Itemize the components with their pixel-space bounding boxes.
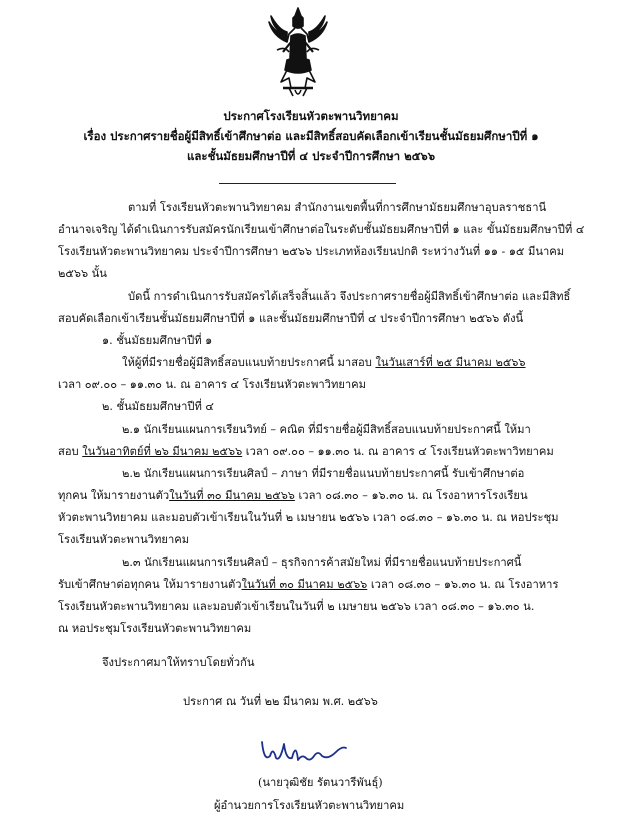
item2-3-line: รับเข้าศึกษาต่อทุกคน ให้มารายงานตัวในวันที่ ๓๐ มีนาคม ๒๕๖๖ เวลา ๐๘.๓๐ – ๑๖.๓๐ น. ณ โรงอาหาร <box>58 578 559 591</box>
para2-line: บัดนี้ การดำเนินการรับสมัครได้เสร็จสิ้นแล้ว จึงประกาศรายชื่อผู้มีสิทธิ์เข้าศึกษาต่อ และมีสิทธิ์ <box>128 290 571 303</box>
exam-date-underlined: ในวันอาทิตย์ที่ ๒๖ มีนาคม ๒๕๖๖ <box>82 445 243 458</box>
announcement-date: ประกาศ ณ วันที่ ๒๒ มีนาคม พ.ศ. ๒๕๖๖ <box>183 695 378 708</box>
item2-3-line: ณ หอประชุมโรงเรียนหัวตะพานวิทยาคม <box>58 622 252 635</box>
item2-1-line: สอบ ในวันอาทิตย์ที่ ๒๖ มีนาคม ๒๕๖๖ เวลา ๐๙.๐๐ – ๑๑.๓๐ น. ณ อาคาร ๔ โรงเรียนหัวตะพาวิทยาคม <box>58 445 554 458</box>
item1-line: ให้ผู้ที่มีรายชื่อผู้มีสิทธิ์สอบแนบท้ายประกาศนี้ มาสอบ ในวันเสาร์ที่ ๒๕ มีนาคม ๒๕๖๖ <box>122 356 526 369</box>
para1-line: ๒๕๖๖ นั้น <box>58 267 107 280</box>
handwritten-signature <box>258 736 348 764</box>
para1-line: ตามที่ โรงเรียนหัวตะพานวิทยาคม สำนักงานเขตพื้นที่การศึกษามัธยมศึกษาอุบลราชธานี <box>128 201 547 214</box>
report-date-underlined: ในวันที่ ๓๐ มีนาคม ๒๕๖๖ <box>241 578 368 591</box>
subject-line: เรื่อง ประกาศรายชื่อผู้มีสิทธิ์เข้าศึกษาต่อ และมีสิทธิ์สอบคัดเลือกเข้าเรียนชั้นมัธยมศึกษาปีที่ ๑ <box>83 129 539 143</box>
item2-3-line: ๒.๓ นักเรียนแผนการเรียนศิลป์ – ธุรกิจการค้าสมัยใหม่ ที่มีรายชื่อแนบท้ายประกาศนี้ <box>122 556 522 569</box>
signer-name: (นายวุฒิชัย รัตนวารีพันธุ์) <box>258 776 383 789</box>
garuda-emblem <box>265 6 331 98</box>
item2-3-line: โรงเรียนหัวตะพานวิทยาคม และมอบตัวเข้าเรียนในวันที่ ๒ เมษายน ๒๕๖๖ เวลา ๐๘.๓๐ – ๑๖.๓๐ น. <box>58 600 535 613</box>
item2-1-line: ๒.๑ นักเรียนแผนการเรียนวิทย์ – คณิต ที่มีรายชื่อผู้มีสิทธิ์สอบแนบท้ายประกาศนี้ ให้มา <box>122 423 531 436</box>
para1-line: อำนาจเจริญ ได้ดำเนินการรับสมัครนักเรียนเข้าศึกษาต่อในระดับชั้นมัธยมศึกษาปีที่ ๑ และ ขั้นมัธยมศึกษาปีที่ ๔ <box>58 223 585 236</box>
announcement-title: ประกาศโรงเรียนหัวตะพานวิทยาคม <box>223 109 399 123</box>
para2-line: สอบคัดเลือกเข้าเรียนชั้นมัธยมศึกษาปีที่ ๑ และชั้นมัธยมศึกษาปีที่ ๔ ประจำปีการศึกษา ๒๕๖๖ ดังนี้ <box>58 312 524 325</box>
item1-line: เวลา ๐๙.๐๐ – ๑๑.๓๐ น. ณ อาคาร ๔ โรงเรียนหัวตะพาวิทยาคม <box>58 378 367 391</box>
closing-statement: จึงประกาศมาให้ทราบโดยทั่วกัน <box>102 656 255 669</box>
report-date-underlined: ในวันที่ ๓๐ มีนาคม ๒๕๖๖ <box>169 489 295 502</box>
para1-line: โรงเรียนหัวตะพานวิทยาคม ประจำปีการศึกษา ๒๕๖๖ ประเภทห้องเรียนปกติ ระหว่างวันที่ ๑๑ - ๑๕ มีนาคม <box>58 245 565 258</box>
item2-2-line: ๒.๒ นักเรียนแผนการเรียนศิลป์ – ภาษา ที่มีรายชื่อแนบท้ายประกาศนี้ รับเข้าศึกษาต่อ <box>122 467 525 480</box>
signer-position: ผู้อำนวยการโรงเรียนหัวตะพานวิทยาคม <box>214 799 405 812</box>
divider <box>219 183 396 184</box>
item2-2-line: โรงเรียนหัวตะพานวิทยาคม <box>58 533 190 546</box>
item2-2-line: ทุกคน ให้มารายงานตัวในวันที่ ๓๐ มีนาคม ๒๕๖๖ เวลา ๐๘.๓๐ – ๑๖.๓๐ น. ณ โรงอาหารโรงเรียน <box>58 489 528 502</box>
item2-heading: ๒. ชั้นมัธยมศึกษาปีที่ ๔ <box>102 400 214 413</box>
item2-2-line: หัวตะพานวิทยาคม และมอบตัวเข้าเรียนในวันที่ ๒ เมษายน ๒๕๖๖ เวลา ๐๘.๓๐ – ๑๖.๓๐ น. ณ หอประชุม <box>58 511 559 524</box>
exam-date-underlined: ในวันเสาร์ที่ ๒๕ มีนาคม ๒๕๖๖ <box>375 356 526 369</box>
item1-heading: ๑. ชั้นมัธยมศึกษาปีที่ ๑ <box>102 334 213 347</box>
subject-line-continued: และชั้นมัธยมศึกษาปีที่ ๔ ประจำปีการศึกษา ๒๕๖๖ <box>186 149 436 163</box>
